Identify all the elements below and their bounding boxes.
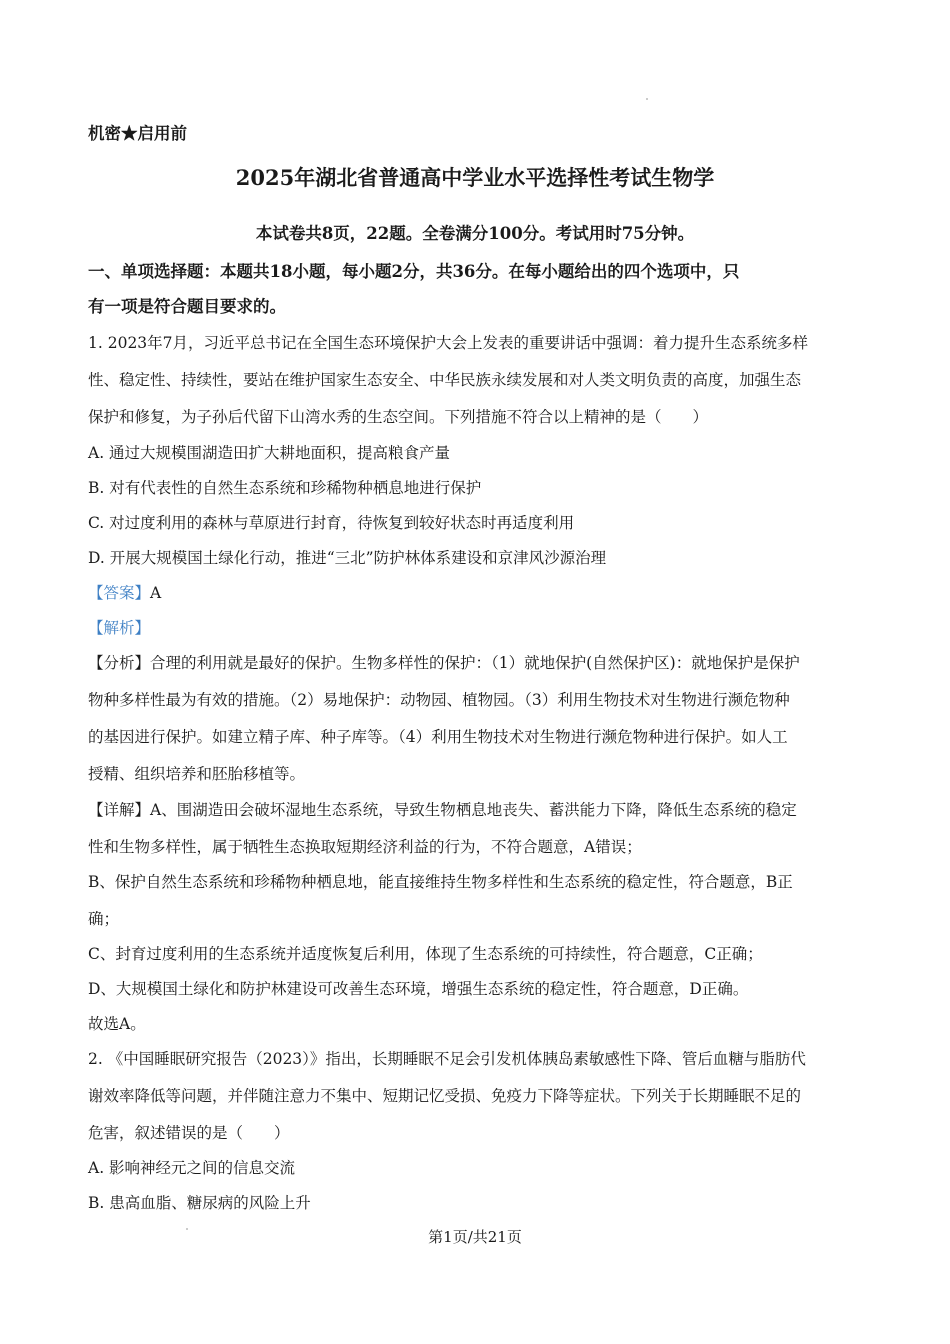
section-heading-line-1: 一、单项选择题：本题共18小题，每小题2分，共36分。在每小题给出的四个选项中，只: [88, 262, 740, 281]
exam-subtitle: 本试卷共8页，22题。全卷满分100分。考试用时75分钟。: [255, 224, 695, 243]
q2-stem-line-2: 谢效率降低等问题，并伴随注意力不集中、短期记忆受损、免疫力下降等症状。下列关于长期睡眠不足的: [88, 1087, 802, 1105]
q1-fenxi-line-2: 物种多样性最为有效的措施。（2）易地保护：动物园、植物园。（3）利用生物技术对生物进行濒危物种: [88, 691, 790, 709]
q2-option-a: A. 影响神经元之间的信息交流: [88, 1159, 296, 1177]
q2-stem-line-3: 危害，叙述错误的是（ ）: [88, 1124, 290, 1142]
q1-option-b: B. 对有代表性的自然生态系统和珍稀物种栖息地进行保护: [88, 479, 482, 497]
q1-xiangjie-line-1: 【详解】A、围湖造田会破坏湿地生态系统，导致生物栖息地丧失、蓄洪能力下降，降低生态系统的稳定: [88, 801, 797, 819]
exam-title: 2025年湖北省普通高中学业水平选择性考试生物学: [235, 165, 715, 190]
q1-answer: [88, 583, 161, 603]
answer-value: A: [150, 584, 162, 602]
page-number: 第1页/共21页: [428, 1228, 522, 1246]
q1-option-a: A. 通过大规模围湖造田扩大耕地面积，提高粮食产量: [88, 444, 451, 462]
speck-mark: [186, 1228, 188, 1230]
section-heading-line-2: 有一项是符合题目要求的。: [88, 297, 286, 316]
q1-option-d: D. 开展大规模国土绿化行动，推进“三北”防护林体系建设和京津风沙源治理: [88, 549, 607, 567]
q1-stem-line-2: 性、稳定性、持续性，要站在维护国家生态安全、中华民族永续发展和对人类文明负责的高度，加强生态: [88, 371, 802, 389]
answer-label: 【答案】: [88, 584, 151, 602]
speck-mark: [646, 98, 648, 100]
q1-xiangjie-line-4: 确；: [88, 910, 120, 928]
confidential-label: 机密★启用前: [88, 124, 187, 143]
q2-option-b: B. 患高血脂、糖尿病的风险上升: [88, 1194, 311, 1212]
q1-stem-line-1: 1. 2023年7月，习近平总书记在全国生态环境保护大会上发表的重要讲话中强调：着力提升生态系统多样: [88, 334, 809, 352]
q1-option-c: C. 对过度利用的森林与草原进行封育，待恢复到较好状态时再适度利用: [88, 514, 575, 532]
q1-fenxi-line-1: 【分析】合理的利用就是最好的保护。生物多样性的保护：（1）就地保护(自然保护区)：就地保护是保护: [88, 654, 800, 672]
q1-xiangjie-line-3: B、保护自然生态系统和珍稀物种栖息地，能直接维持生物多样性和生态系统的稳定性，符合题意，B正: [88, 873, 793, 891]
q1-conclusion: 故选A。: [88, 1015, 146, 1033]
q2-stem-line-1: 2. 《中国睡眠研究报告（2023）》指出，长期睡眠不足会引发机体胰岛素敏感性下降、管后血糖与脂肪代: [88, 1050, 806, 1068]
q1-xiangjie-line-6: D、大规模国土绿化和防护林建设可改善生态环境，增强生态系统的稳定性，符合题意，D正确。: [88, 980, 749, 998]
q1-fenxi-line-3: 的基因进行保护。如建立精子库、种子库等。（4）利用生物技术对生物进行濒危物种进行保护。如人工: [88, 728, 788, 746]
q1-stem-line-3: 保护和修复，为子孙后代留下山湾水秀的生态空间。下列措施不符合以上精神的是（ ）: [88, 408, 709, 426]
q1-xiangjie-line-2: 性和生物多样性，属于牺牲生态换取短期经济利益的行为，不符合题意，A错误；: [88, 838, 642, 856]
q1-fenxi-line-4: 授精、组织培养和胚胎移植等。: [88, 765, 306, 783]
q1-analysis-label: 【解析】: [88, 619, 151, 637]
q1-xiangjie-line-5: C、封育过度利用的生态系统并适度恢复后利用，体现了生态系统的可持续性，符合题意，C正确；: [88, 945, 763, 963]
